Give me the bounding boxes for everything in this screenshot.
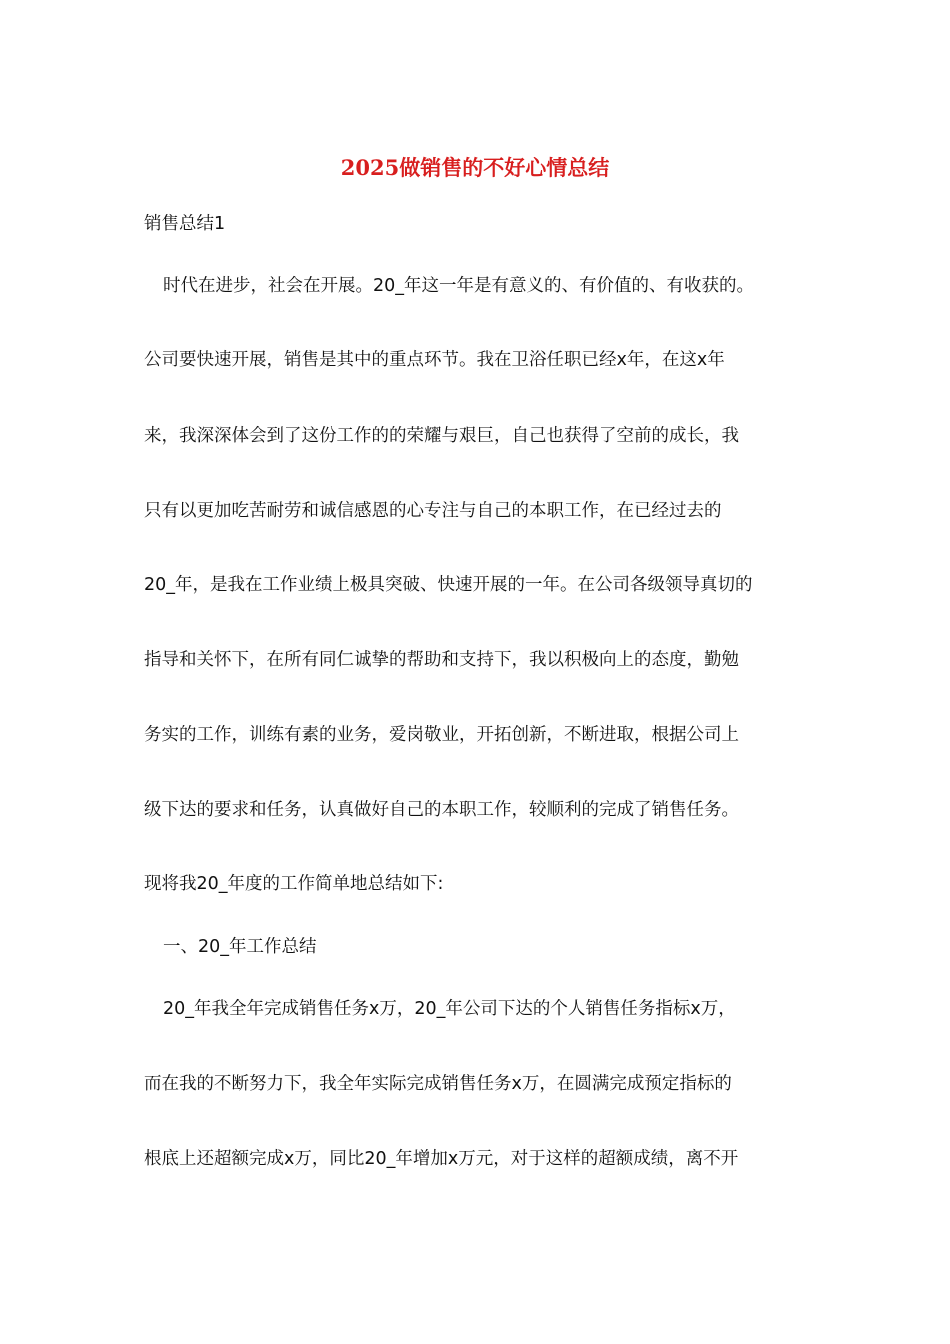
- paragraph-line: 根底上还超额完成x万，同比20_年增加x万元，对于这样的超额成绩，离不开: [144, 1149, 739, 1169]
- section-heading: 销售总结1: [144, 214, 226, 234]
- subsection-heading: 一、20_年工作总结: [163, 937, 317, 957]
- paragraph-line: 务实的工作，训练有素的业务，爱岗敬业，开拓创新，不断进取，根据公司上: [144, 725, 739, 745]
- document-title: 2025做销售的不好心情总结: [340, 155, 610, 180]
- paragraph-line: 指导和关怀下，在所有同仁诚挚的帮助和支持下，我以积极向上的态度，勤勉: [144, 650, 739, 670]
- paragraph-line: 而在我的不断努力下，我全年实际完成销售任务x万，在圆满完成预定指标的: [144, 1074, 732, 1094]
- paragraph-line: 现将我20_年度的工作简单地总结如下:: [144, 874, 444, 894]
- paragraph-line: 来，我深深体会到了这份工作的的荣耀与艰巨，自己也获得了空前的成长，我: [144, 426, 739, 446]
- paragraph-line: 级下达的要求和任务，认真做好自己的本职工作，较顺利的完成了销售任务。: [144, 800, 739, 820]
- paragraph-line: 20_年我全年完成销售任务x万，20_年公司下达的个人销售任务指标x万，: [163, 999, 736, 1019]
- paragraph-line: 公司要快速开展，销售是其中的重点环节。我在卫浴任职已经x年，在这x年: [144, 350, 725, 370]
- paragraph-line: 只有以更加吃苦耐劳和诚信感恩的心专注与自己的本职工作，在已经过去的: [144, 501, 722, 521]
- paragraph-line: 时代在进步，社会在开展。20_年这一年是有意义的、有价值的、有收获的。: [163, 276, 755, 296]
- paragraph-line: 20_年，是我在工作业绩上极具突破、快速开展的一年。在公司各级领导真切的: [144, 575, 753, 595]
